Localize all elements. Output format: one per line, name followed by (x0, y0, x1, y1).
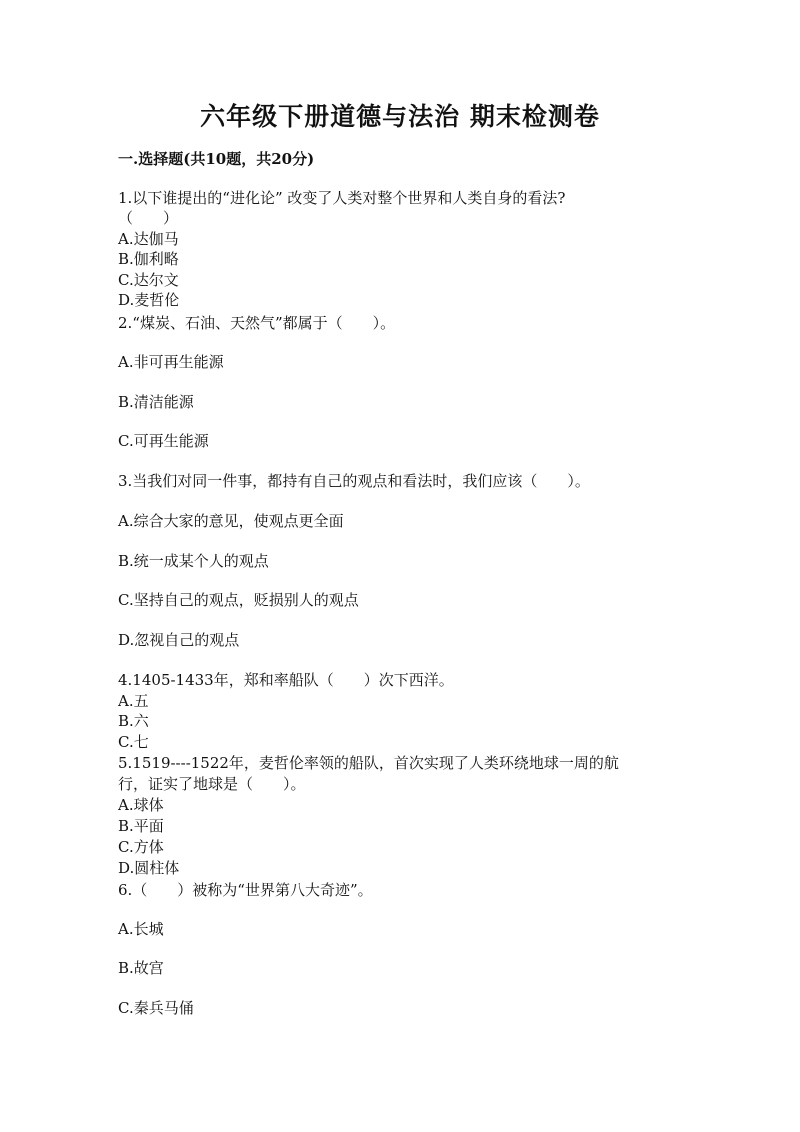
question-1-option-c: C.达尔文 (118, 271, 179, 289)
question-6-option-b: B.故宫 (118, 959, 164, 977)
question-6-option-c: C.秦兵马俑 (118, 999, 194, 1017)
question-4-option-c: C.七 (118, 733, 149, 751)
question-3-option-b: B.统一成某个人的观点 (118, 552, 269, 570)
section-heading: 一.选择题(共10题，共20分) (118, 150, 315, 168)
question-3-option-a: A.综合大家的意见，使观点更全面 (118, 512, 344, 530)
question-4-stem: 4.1405-1433年，郑和率船队（ ）次下西洋。 (118, 671, 454, 689)
question-5-option-c: C.方体 (118, 838, 164, 856)
question-3-stem: 3.当我们对同一件事，都持有自己的观点和看法时，我们应该（ ）。 (118, 472, 590, 490)
question-4-option-b: B.六 (118, 712, 149, 730)
question-3-option-c: C.坚持自己的观点，贬损别人的观点 (118, 591, 359, 609)
document-title: 六年级下册道德与法治 期末检测卷 (200, 102, 600, 131)
question-2-stem: 2.“煤炭、石油、天然气”都属于（ ）。 (118, 314, 396, 332)
question-6-stem: 6.（ ）被称为“世界第八大奇迹”。 (118, 881, 373, 899)
question-1-option-a: A.达伽马 (118, 230, 179, 248)
question-5-option-b: B.平面 (118, 817, 164, 835)
question-3-option-d: D.忽视自己的观点 (118, 631, 240, 649)
question-4-option-a: A.五 (118, 692, 149, 710)
question-1-option-d: D.麦哲伦 (118, 291, 180, 309)
question-1-option-b: B.伽利略 (118, 250, 179, 268)
question-2-option-a: A.非可再生能源 (118, 353, 224, 371)
question-1-stem-cont: （ ） (118, 209, 179, 227)
question-2-option-b: B.清洁能源 (118, 393, 194, 411)
question-5-stem: 5.1519----1522年，麦哲伦率领的船队，首次实现了人类环绕地球一周的航 (118, 754, 619, 772)
question-1-stem: 1.以下谁提出的“进化论” 改变了人类对整个世界和人类自身的看法? (118, 189, 566, 207)
question-5-option-a: A.球体 (118, 796, 164, 814)
question-2-option-c: C.可再生能源 (118, 432, 209, 450)
question-5-stem-cont: 行，证实了地球是（ ）。 (118, 775, 306, 793)
question-5-option-d: D.圆柱体 (118, 859, 180, 877)
question-6-option-a: A.长城 (118, 920, 164, 938)
